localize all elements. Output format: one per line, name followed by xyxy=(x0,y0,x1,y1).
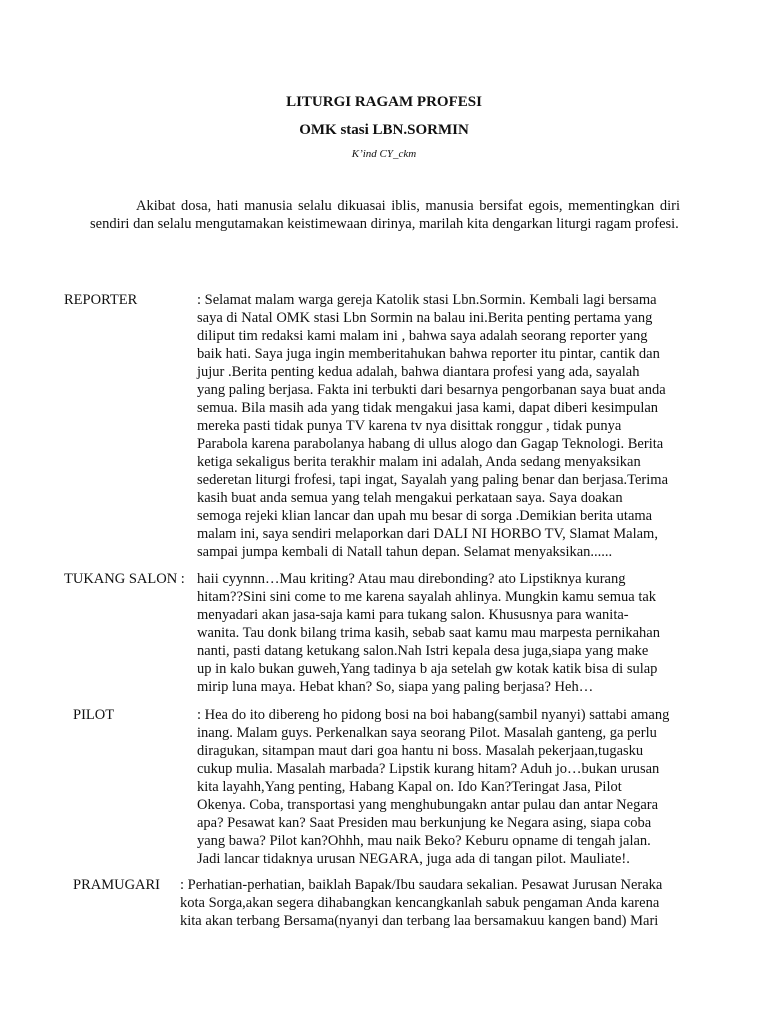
speech-line: apa? Pesawat kan? Saat Presiden mau berkunjung ke Negara asing, siapa coba xyxy=(197,815,652,831)
speech-line: malam ini, saya sendiri melaporkan dari DALI NI HORBO TV, Slamat Malam, xyxy=(197,526,658,542)
role-label-pilot: PILOT xyxy=(73,707,115,723)
speech-line: kita layahh,Yang penting, Habang Kapal on. Ido Kan?Teringat Jasa, Pilot xyxy=(197,779,622,795)
speech-line: sampai jumpa kembali di Natall tahun depan. Selamat menyaksikan...... xyxy=(197,544,613,560)
speech-line: Parabola karena parabolanya habang di ullus alogo dan Gagap Teknologi. Berita xyxy=(197,436,664,452)
speech-line: baik hati. Saya juga ingin memberitahukan bahwa reporter itu pintar, cantik dan xyxy=(197,346,660,362)
speech-line: nanti, pasti datang ketukang salon.Nah Istri kepala desa juga,siapa yang make xyxy=(197,643,649,659)
speech-line: jujur .Berita penting kedua adalah, bahwa diantara profesi yang ada, sayalah xyxy=(197,364,640,380)
speech-line: haii cyynnn…Mau kriting? Atau mau direbonding? ato Lipstiknya kurang xyxy=(197,571,626,587)
speech-line: Jadi lancar tidaknya urusan NEGARA, juga ada di tangan pilot. Mauliate!. xyxy=(197,851,630,867)
speech-pilot xyxy=(197,706,679,868)
document-subtitle: OMK stasi LBN.SORMIN xyxy=(299,122,469,138)
role-label-pramugari: PRAMUGARI xyxy=(73,877,161,893)
speech-line: diragukan, sitampan maut dari goa hantu ni boss. Masalah pekerjaan,tugasku xyxy=(197,743,644,759)
speech-line: menyadari akan jasa-saja kami para tukang salon. Khususnya para wanita- xyxy=(197,607,629,623)
speech-line: : Hea do ito dibereng ho pidong bosi na boi habang(sambil nyanyi) sattabi amang xyxy=(197,707,670,723)
speech-line: semua. Bila masih ada yang tidak mengakui jasa kami, dapat diberi kesimpulan xyxy=(197,400,659,416)
speech-tukang-salon xyxy=(197,570,679,696)
role-label-reporter: REPORTER xyxy=(64,292,138,308)
speech-line: kita akan terbang Bersama(nyanyi dan terbang laa bersamakuu kangen band) Mari xyxy=(180,913,659,929)
speech-line: wanita. Tau donk bilang trima kasih, sebab saat kamu mau marpesta pernikahan xyxy=(197,625,660,641)
speech-reporter xyxy=(197,291,679,561)
speech-line: kasih buat anda semua yang telah mengakui perkataan saya. Saya doakan xyxy=(197,490,623,506)
speech-line: saya di Natal OMK stasi Lbn Sormin na balau ini.Berita penting pertama yang xyxy=(197,310,653,326)
speech-line: inang. Malam guys. Perkenalkan saya seorang Pilot. Masalah ganteng, ga perlu xyxy=(197,725,657,741)
intro-paragraph xyxy=(90,197,680,233)
speech-line: yang paling berjasa. Fakta ini terbukti dari besarnya pengorbanan saya buat anda xyxy=(197,382,666,398)
speech-line: yang bawa? Pilot kan?Ohhh, mau naik Beko? Keburu opname di tengah jalan. xyxy=(197,833,651,849)
speech-line: diliput tim redaksi kami malam ini , bahwa saya adalah seorang reporter yang xyxy=(197,328,648,344)
speech-line: : Perhatian-perhatian, baiklah Bapak/Ibu saudara sekalian. Pesawat Jurusan Neraka xyxy=(180,877,663,893)
document-title: LITURGI RAGAM PROFESI xyxy=(286,94,482,110)
intro-text: Akibat dosa, hati manusia selalu dikuasai iblis, manusia bersifat egois, mementingkan diri sendiri dan selalu mengutamakan keistimewaan dirinya, marilah kita dengarkan liturgi ragam profesi. xyxy=(90,198,680,232)
speech-line: mirip luna maya. Hebat khan? So, siapa yang paling berjasa? Heh… xyxy=(197,679,594,695)
speech-line: ketiga sekaligus berita terakhir malam ini adalah, Anda sedang menyaksikan xyxy=(197,454,641,470)
speech-line: cukup mulia. Masalah marbada? Lipstik kurang hitam? Aduh jo…bukan urusan xyxy=(197,761,660,777)
speech-line: sederetan liturgi frofesi, tapi ingat, Sayalah yang paling benar dan berjasa.Terima xyxy=(197,472,669,488)
speech-line: hitam??Sini sini come to me karena sayalah ahlinya. Mungkin kamu semua tak xyxy=(197,589,657,605)
speech-line: semoga rejeki klian lancar dan upah mu besar di sorga .Demikian berita utama xyxy=(197,508,653,524)
speech-pramugari xyxy=(180,876,680,930)
speech-line: kota Sorga,akan segera dihabangkan kencangkanlah sabuk pengaman Anda karena xyxy=(180,895,660,911)
speech-line: mereka pasti tidak punya TV karena tv nya disittak ronggur , tidak punya xyxy=(197,418,622,434)
speech-line: Okenya. Coba, transportasi yang menghubungakn antar pulau dan antar Negara xyxy=(197,797,659,813)
author-credit: K’ind CY_ckm xyxy=(351,148,417,160)
speech-line: : Selamat malam warga gereja Katolik stasi Lbn.Sormin. Kembali lagi bersama xyxy=(197,292,657,308)
speech-line: up in kalo bukan guweh,Yang tadinya b aja setelah gw kotak katik bisa di sulap xyxy=(197,661,658,677)
role-label-tukang-salon: TUKANG SALON : xyxy=(64,571,185,587)
